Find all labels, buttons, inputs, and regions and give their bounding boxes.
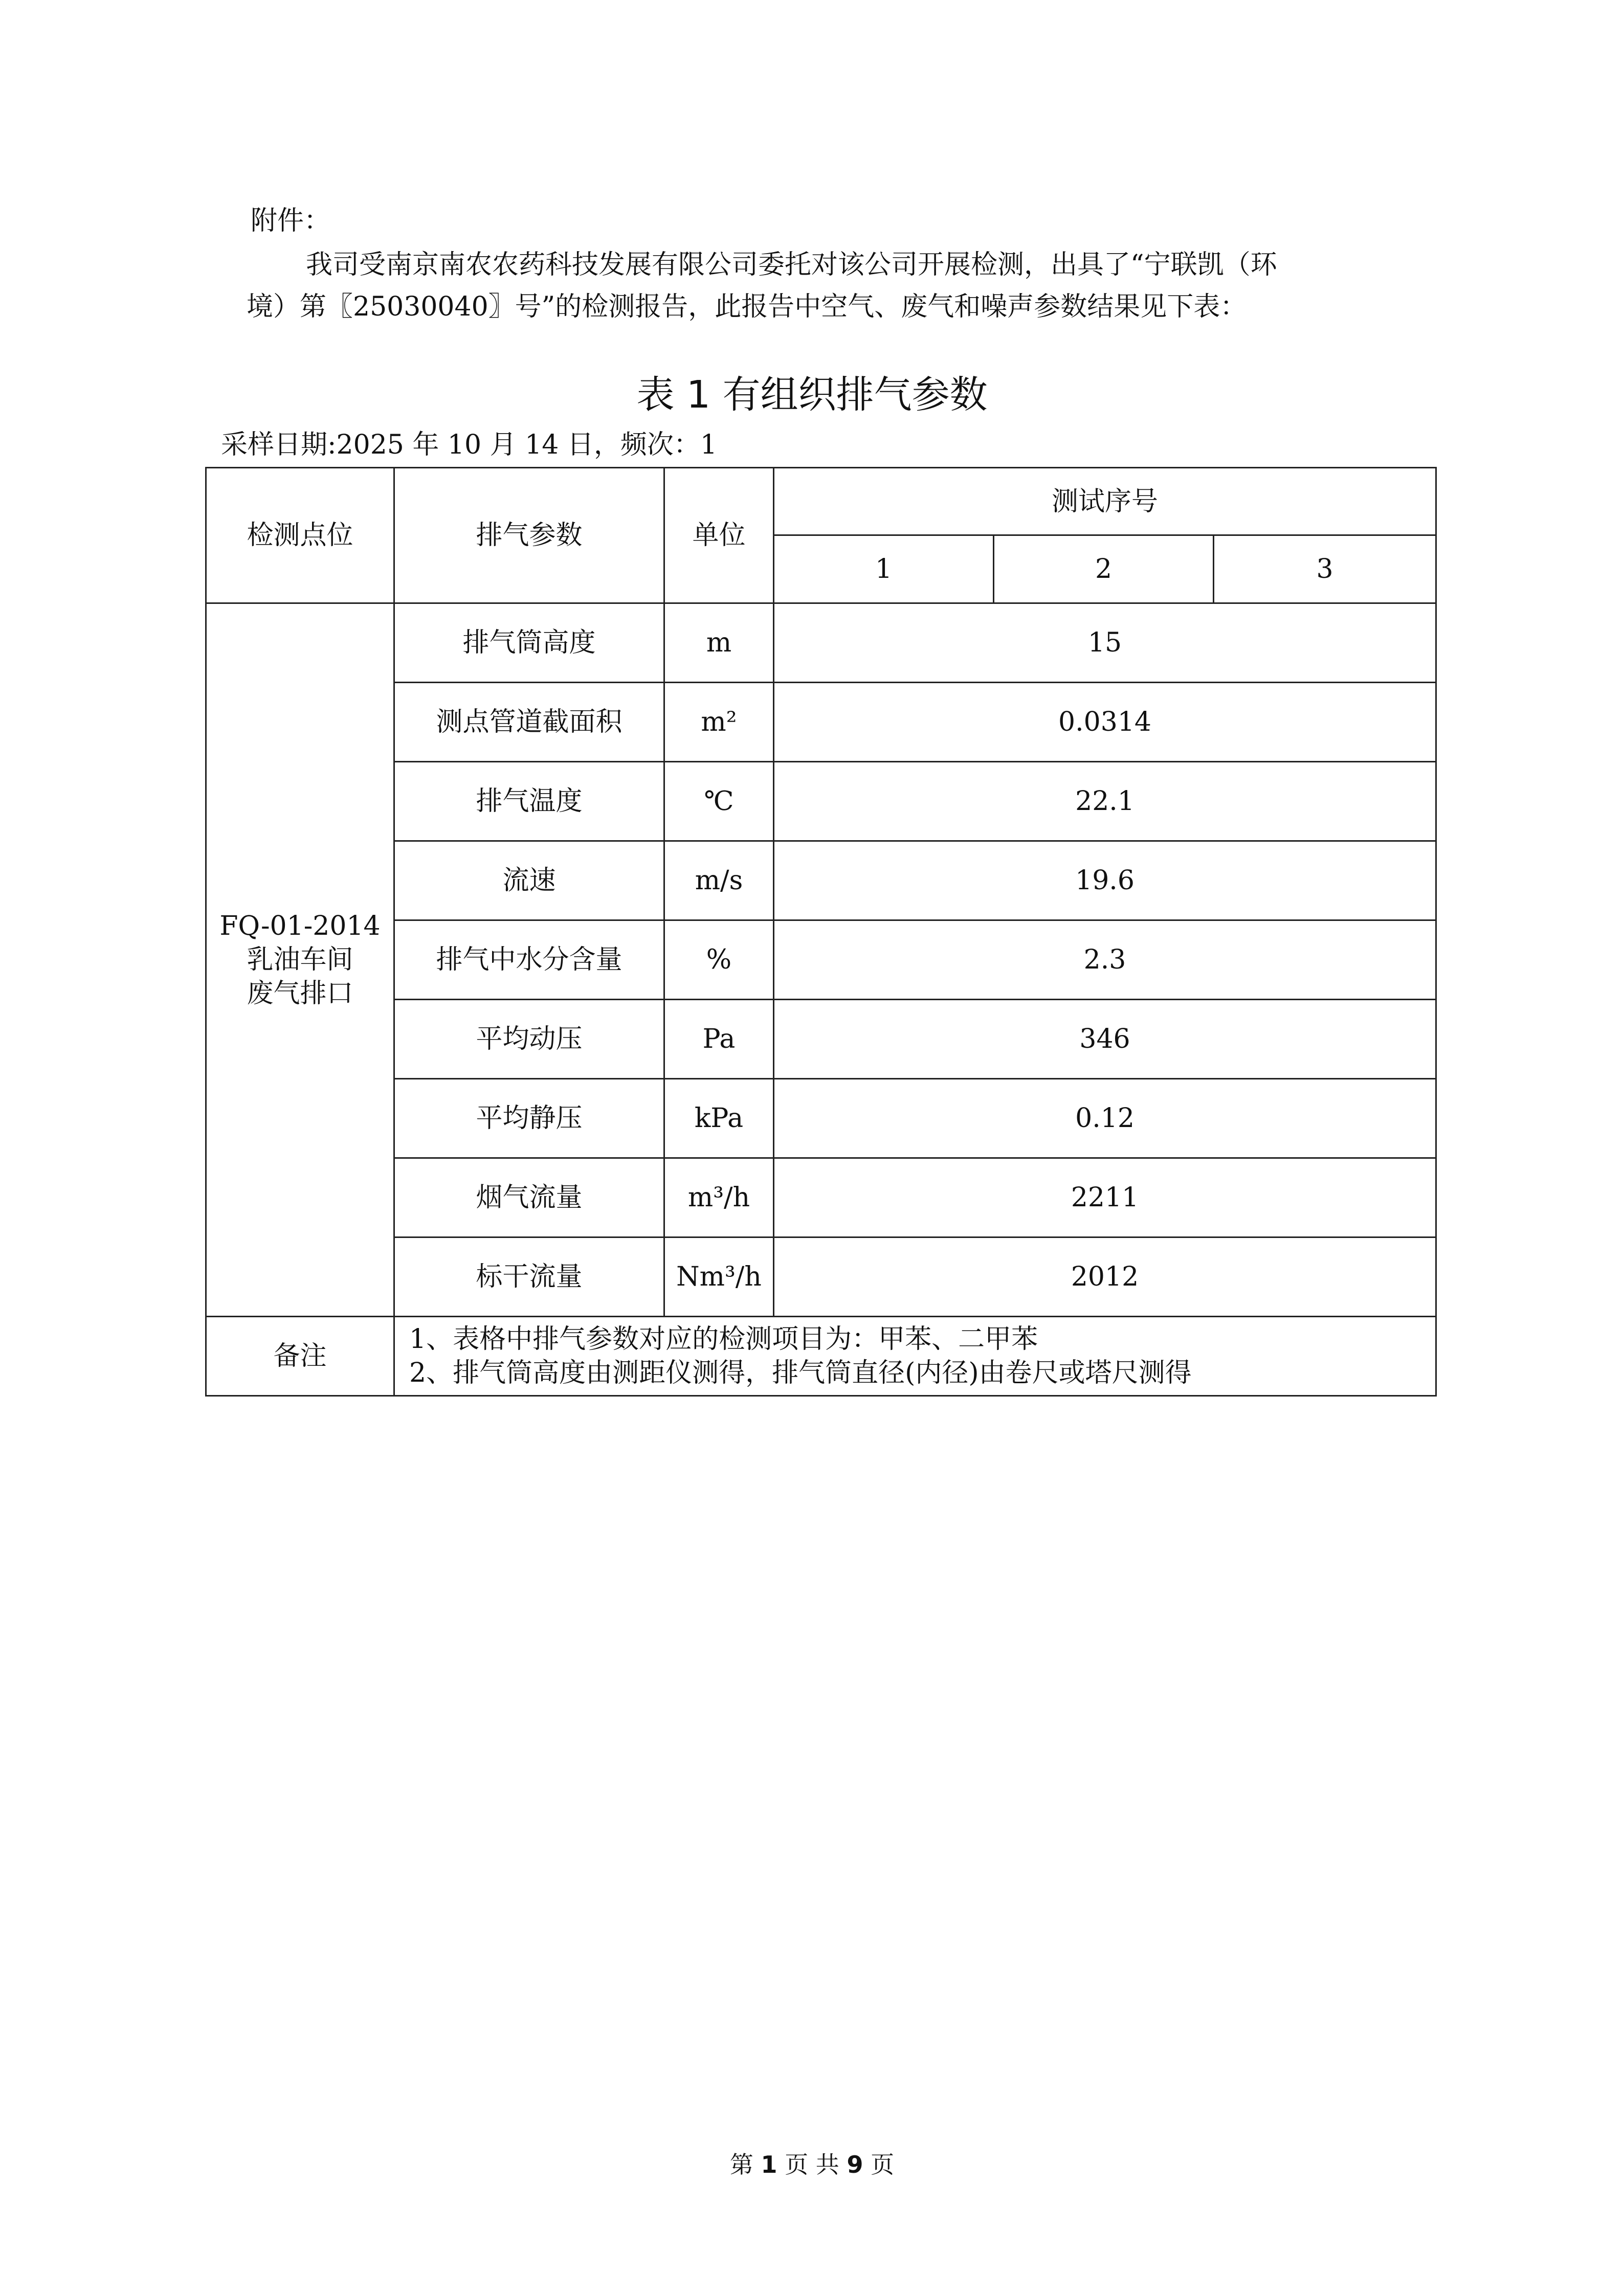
param-name: 标干流量 xyxy=(394,1237,664,1317)
footer-suffix: 页 xyxy=(871,2151,895,2178)
page-footer xyxy=(0,2147,1624,2182)
footer-page-number: 1 xyxy=(761,2151,777,2178)
param-name: 流速 xyxy=(394,841,664,920)
location-outlet: 废气排口 xyxy=(247,978,353,1009)
remark-line-2: 2、排气筒高度由测距仪测得，排气筒直径(内径)由卷尺或塔尺测得 xyxy=(409,1358,1192,1388)
param-name: 排气中水分含量 xyxy=(394,920,664,1000)
sampling-info: 采样日期:2025 年 10 月 14 日，频次：1 xyxy=(221,430,717,460)
param-name: 测点管道截面积 xyxy=(394,683,664,762)
header-param: 排气参数 xyxy=(394,468,664,603)
param-value: 2211 xyxy=(774,1158,1436,1237)
param-value: 19.6 xyxy=(774,841,1436,920)
intro-line-1: 我司受南京南农农药科技发展有限公司委托对该公司开展检测，出具了“宁联凯（环 xyxy=(306,250,1277,280)
remarks-row xyxy=(206,1317,1436,1396)
param-name: 平均动压 xyxy=(394,1000,664,1079)
param-unit: m² xyxy=(664,683,774,762)
location-workshop: 乳油车间 xyxy=(247,944,353,975)
param-unit: m xyxy=(664,603,774,683)
param-unit: m/s xyxy=(664,841,774,920)
param-value: 0.12 xyxy=(774,1079,1436,1158)
param-value: 15 xyxy=(774,603,1436,683)
remarks-content xyxy=(394,1317,1436,1396)
header-test-3: 3 xyxy=(1214,535,1436,603)
header-test-no: 测试序号 xyxy=(774,468,1436,535)
table-row xyxy=(206,603,1436,683)
header-unit: 单位 xyxy=(664,468,774,603)
header-test-1: 1 xyxy=(774,535,994,603)
param-value: 22.1 xyxy=(774,762,1436,841)
footer-mid: 页 共 xyxy=(785,2151,839,2178)
header-test-2: 2 xyxy=(994,535,1214,603)
exhaust-parameter-table xyxy=(205,467,1437,1397)
header-location: 检测点位 xyxy=(206,468,394,603)
param-unit: kPa xyxy=(664,1079,774,1158)
table-title: 表 1 有组织排气参数 xyxy=(636,373,988,417)
param-name: 排气筒高度 xyxy=(394,603,664,683)
location-cell xyxy=(206,603,394,1317)
param-unit: m³/h xyxy=(664,1158,774,1237)
location-code: FQ-01-2014 xyxy=(219,911,381,941)
param-value: 0.0314 xyxy=(774,683,1436,762)
param-name: 烟气流量 xyxy=(394,1158,664,1237)
footer-total-pages: 9 xyxy=(847,2151,863,2178)
remarks-label: 备注 xyxy=(206,1317,394,1396)
param-value: 346 xyxy=(774,1000,1436,1079)
param-name: 排气温度 xyxy=(394,762,664,841)
param-unit: % xyxy=(664,920,774,1000)
param-value: 2012 xyxy=(774,1237,1436,1317)
param-unit: Pa xyxy=(664,1000,774,1079)
remark-line-1: 1、表格中排气参数对应的检测项目为：甲苯、二甲苯 xyxy=(409,1324,1038,1355)
intro-line-2: 境）第〖25030040〗号”的检测报告，此报告中空气、废气和噪声参数结果见下表： xyxy=(247,291,1247,322)
param-unit: Nm³/h xyxy=(664,1237,774,1317)
param-unit: ℃ xyxy=(664,762,774,841)
param-value: 2.3 xyxy=(774,920,1436,1000)
attachment-label: 附件： xyxy=(251,206,331,236)
param-name: 平均静压 xyxy=(394,1079,664,1158)
footer-prefix: 第 xyxy=(729,2151,753,2178)
